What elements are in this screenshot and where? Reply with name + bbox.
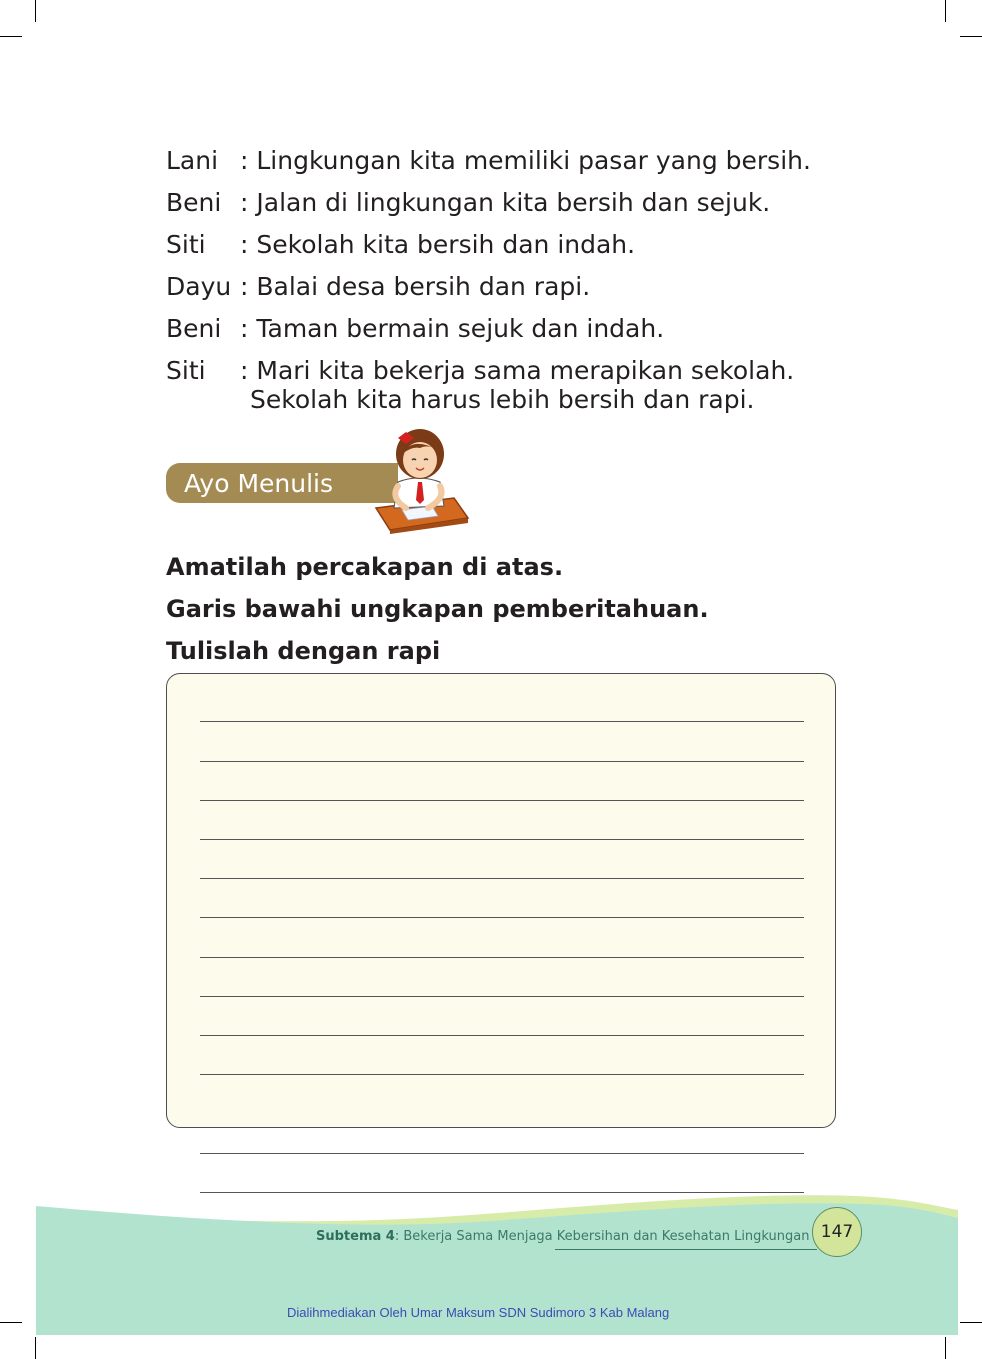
dialogue-line [166,224,886,266]
dialogue [166,140,886,412]
writing-line[interactable] [200,721,804,722]
crop-mark [35,0,36,22]
writing-line[interactable] [200,996,804,997]
crop-mark [0,36,22,37]
footer-subtema [316,1229,810,1244]
speaker-name: Dayu [166,272,232,301]
section-title: Ayo Menulis [184,468,333,498]
writing-line[interactable] [200,917,804,918]
speaker-name: Beni [166,188,222,217]
dialogue-line [166,266,886,308]
writing-line[interactable] [200,957,804,958]
crop-mark [960,1322,982,1323]
speaker-text: : Taman bermain sejuk dan indah. [240,314,665,343]
dialogue-continuation: Sekolah kita harus lebih bersih dan rapi. [250,385,755,414]
writing-line[interactable] [200,878,804,879]
writing-line[interactable] [200,761,804,762]
footer-underline [555,1249,817,1250]
instruction-line: Garis bawahi ungkapan pemberitahuan. [166,595,709,623]
speaker-name: Beni [166,314,222,343]
writing-line[interactable] [200,1035,804,1036]
crop-mark [945,0,946,22]
crop-mark [945,1337,946,1359]
instruction-line: Tulislah dengan rapi [166,637,441,665]
writing-line[interactable] [200,1074,804,1075]
section-banner [166,463,398,503]
instruction-line: Amatilah percakapan di atas. [166,553,564,581]
speaker-text: : Balai desa bersih dan rapi. [240,272,591,301]
crop-mark [960,36,982,37]
writing-box[interactable] [166,673,836,1128]
dialogue-line [166,308,886,350]
speaker-name: Siti [166,230,206,259]
speaker-name: Lani [166,146,219,175]
writing-line[interactable] [200,839,804,840]
writing-line[interactable] [200,1153,804,1154]
instructions [166,546,709,672]
writing-girl-illustration [368,424,478,534]
dialogue-line [166,182,886,224]
page-number: 147 [812,1207,862,1257]
speaker-text: : Mari kita bekerja sama merapikan sekolah. [240,356,795,385]
subtema-title: : Bekerja Sama Menjaga Kebersihan dan Kesehatan Lingkungan [394,1229,810,1244]
speaker-name: Siti [166,356,206,385]
speaker-text: : Jalan di lingkungan kita bersih dan sejuk. [240,188,771,217]
subtema-label: Subtema 4 [316,1229,395,1244]
writing-line[interactable] [200,800,804,801]
dialogue-line [166,140,886,182]
crop-mark [35,1337,36,1359]
speaker-text: : Lingkungan kita memiliki pasar yang bersih. [240,146,811,175]
crop-mark [0,1322,22,1323]
credit-text: Dialihmediakan Oleh Umar Maksum SDN Sudimoro 3 Kab Malang [287,1305,670,1320]
speaker-text: : Sekolah kita bersih dan indah. [240,230,636,259]
